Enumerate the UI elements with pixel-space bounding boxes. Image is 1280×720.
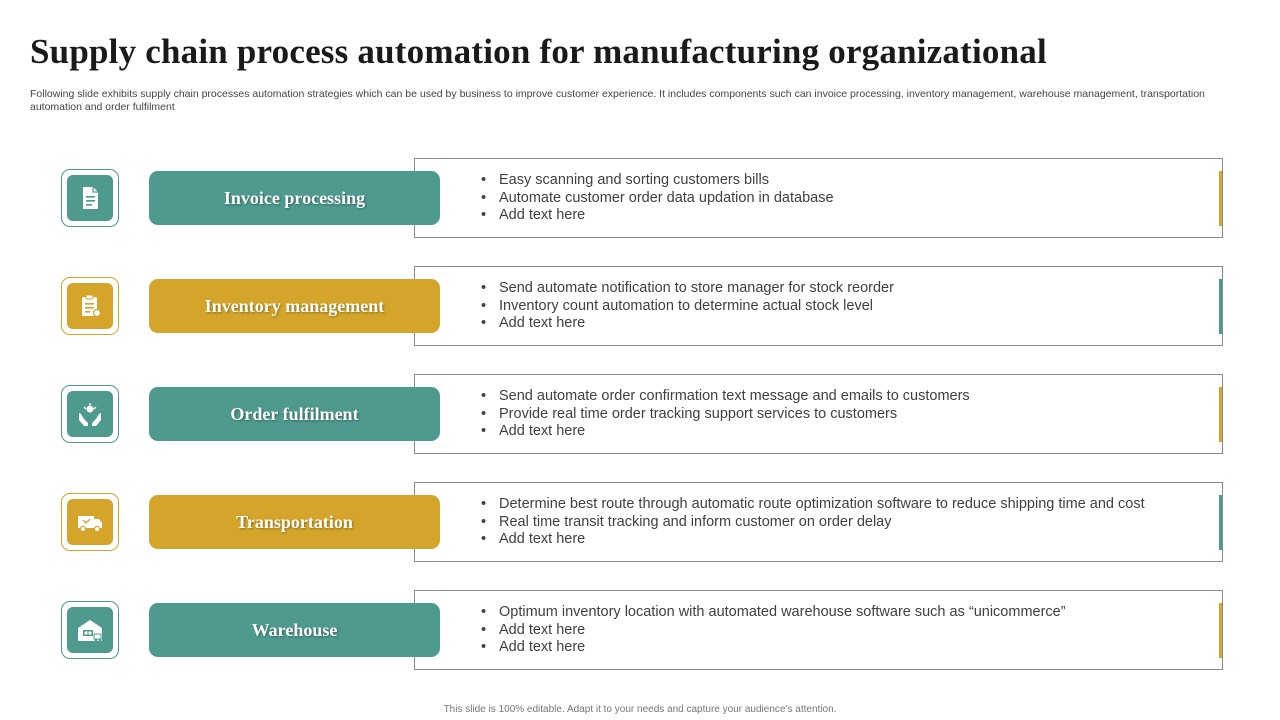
accent-bar <box>1219 603 1222 658</box>
icon-frame <box>61 169 119 227</box>
hands-icon <box>67 391 113 437</box>
bullet-list <box>481 388 970 441</box>
bullet-item: • Easy scanning and sorting customers bills <box>481 172 834 190</box>
details-box-transportation <box>414 482 1223 562</box>
accent-bar <box>1219 387 1222 442</box>
bullet-item: • Add text here <box>481 639 1066 657</box>
bullet-item: • Determine best route through automatic route optimization software to reduce shipping time and cost <box>481 496 1145 514</box>
bullet-list <box>481 604 1066 657</box>
footer-note: This slide is 100% editable. Adapt it to your needs and capture your audience’s attention. <box>443 704 837 715</box>
icon-frame <box>61 601 119 659</box>
process-row-transportation <box>0 482 1280 564</box>
bullet-item: • Optimum inventory location with automated warehouse software such as “unicommerce” <box>481 604 1066 622</box>
invoice-icon <box>67 175 113 221</box>
page-title: Supply chain process automation for manufacturing organizational <box>30 32 1047 71</box>
pill-warehouse: Warehouse <box>149 603 440 657</box>
bullet-item: • Add text here <box>481 207 834 225</box>
process-row-warehouse <box>0 590 1280 672</box>
bullet-item: • Automate customer order data updation in database <box>481 190 834 208</box>
bullet-list <box>481 496 1145 549</box>
details-box-warehouse <box>414 590 1223 670</box>
details-box-order <box>414 374 1223 454</box>
details-box-inventory <box>414 266 1223 346</box>
process-row-invoice <box>0 158 1280 240</box>
bullet-item: • Inventory count automation to determine actual stock level <box>481 298 894 316</box>
warehouse-icon <box>67 607 113 653</box>
bullet-item: • Add text here <box>481 622 1066 640</box>
process-row-order <box>0 374 1280 456</box>
pill-order-fulfilment: Order fulfilment <box>149 387 440 441</box>
icon-frame <box>61 493 119 551</box>
accent-bar <box>1219 279 1222 334</box>
pill-transportation: Transportation <box>149 495 440 549</box>
bullet-item: • Send automate order confirmation text message and emails to customers <box>481 388 970 406</box>
accent-bar <box>1219 495 1222 550</box>
pill-invoice-processing: Invoice processing <box>149 171 440 225</box>
bullet-item: • Real time transit tracking and inform customer on order delay <box>481 514 1145 532</box>
bullet-list <box>481 172 834 225</box>
page-subtitle: Following slide exhibits supply chain processes automation strategies which can be used by business to improve customer experience. It includes components such can invoice processing, inventory management, warehouse management, transportation automation and order fulfilment <box>30 88 1205 113</box>
details-box-invoice <box>414 158 1223 238</box>
bullet-item: • Add text here <box>481 315 894 333</box>
clipboard-icon <box>67 283 113 329</box>
process-row-inventory <box>0 266 1280 348</box>
bullet-list <box>481 280 894 333</box>
icon-frame <box>61 385 119 443</box>
bullet-item: • Add text here <box>481 423 970 441</box>
bullet-item: • Send automate notification to store manager for stock reorder <box>481 280 894 298</box>
pill-inventory-management: Inventory management <box>149 279 440 333</box>
truck-icon <box>67 499 113 545</box>
bullet-item: • Provide real time order tracking support services to customers <box>481 406 970 424</box>
accent-bar <box>1219 171 1222 226</box>
bullet-item: • Add text here <box>481 531 1145 549</box>
icon-frame <box>61 277 119 335</box>
